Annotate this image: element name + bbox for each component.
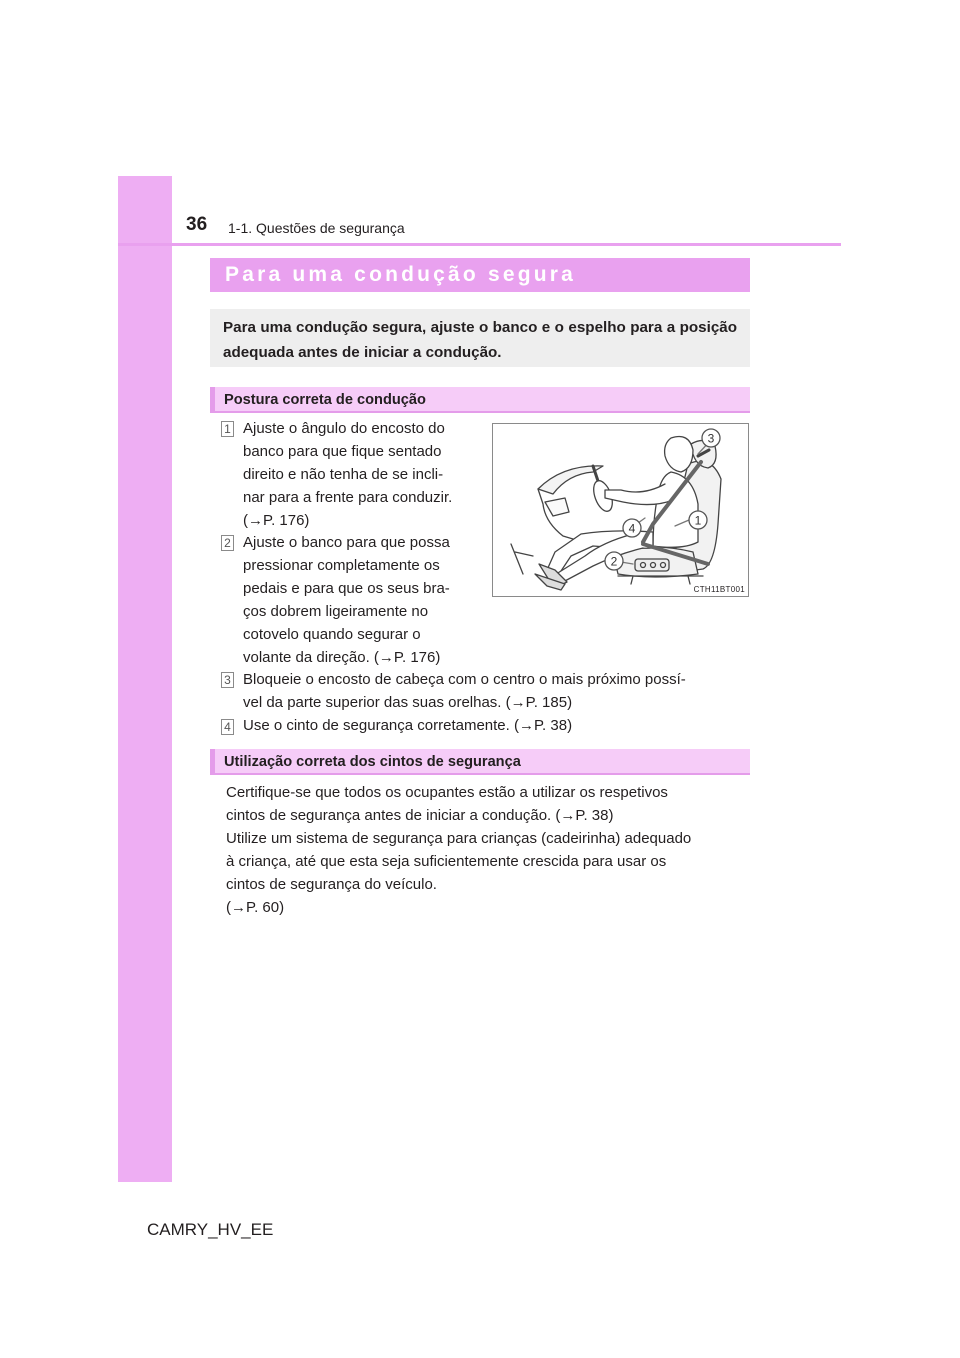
footer-model-code: CAMRY_HV_EE bbox=[147, 1220, 274, 1239]
driver-seat-drawing bbox=[493, 424, 748, 596]
figure-code: CTH11BT001 bbox=[693, 585, 745, 594]
item-number-3: 3 bbox=[221, 672, 234, 688]
seatbelts-heading: Utilização correta dos cintos de segurança bbox=[210, 749, 750, 775]
driving-posture-illustration bbox=[492, 423, 749, 597]
seatbelts-text: Certifique-se que todos os ocupantes estão a utilizar os respetivos cintos de segurança antes de iniciar a condução. (→P. 38) Utilize um sistema de segurança para crianças (cadeirinha) adequado à criança, até que esta seja suficientemente crescida para usar os cintos de segurança do veículo. (→P. 60) bbox=[226, 784, 692, 916]
callout-1: 1 bbox=[694, 513, 702, 528]
header-rule bbox=[118, 243, 841, 246]
posture-item-3-text: Bloqueie o encosto de cabeça com o centro o mais próximo possí- vel da parte superior das suas orelhas. (→P. 185) bbox=[243, 671, 686, 711]
page-number: 36 bbox=[186, 214, 208, 235]
callout-2: 2 bbox=[610, 554, 618, 569]
callout-4: 4 bbox=[628, 521, 636, 536]
item-number-1: 1 bbox=[221, 421, 234, 437]
posture-item-1-text: Ajuste o ângulo do encosto do banco para que fique sentado direito e não tenha de se incli- nar para a frente para conduzir. (→P. 176) bbox=[243, 420, 453, 529]
page-title: Para uma condução segura bbox=[210, 258, 750, 292]
item-number-4: 4 bbox=[221, 719, 234, 735]
posture-heading: Postura correta de condução bbox=[210, 387, 750, 413]
posture-item-2-text: Ajuste o banco para que possa pressionar completamente os pedais e para que os seus bra- ços dobrem ligeiramente no cotovelo quando segurar o volante da direção. (→P. 176) bbox=[243, 534, 450, 666]
posture-item-4-text: Use o cinto de segurança corretamente. (→P. 38) bbox=[243, 717, 573, 734]
side-color-band bbox=[118, 176, 172, 1182]
intro-box: Para uma condução segura, ajuste o banco e o espelho para a posição adequada antes de iniciar a condução. bbox=[210, 309, 750, 367]
section-title: 1-1. Questões de segurança bbox=[228, 220, 405, 236]
callout-3: 3 bbox=[707, 431, 715, 446]
item-number-2: 2 bbox=[221, 535, 234, 551]
